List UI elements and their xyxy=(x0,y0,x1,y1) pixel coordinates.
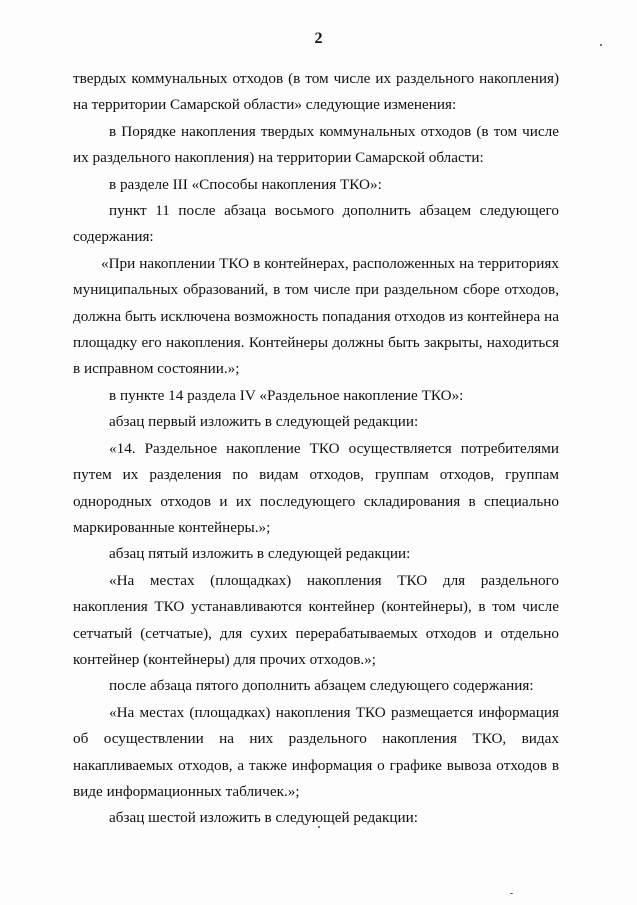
paragraph-2: в Порядке накопления твердых коммунальных отходов (в том числе их раздельного накопления) на территории Самарской области: xyxy=(73,122,559,167)
paragraph-1: твердых коммунальных отходов (в том числе их раздельного накопления) на территории Самарской области» следующие изменения: xyxy=(73,70,559,114)
page-number: 2 xyxy=(314,30,323,47)
paragraph-8: «14. Раздельное накопление ТКО осуществляется потребителями путем их разделения по видам отходов, группам отходов, группам однородных отходов и их последующего складирования в специально маркированные контейнеры.»; xyxy=(73,439,559,536)
paragraph-5: «При накоплении ТКО в контейнерах, расположенных на территориях муниципальных образований, в том числе при раздельном сборе отходов, должна быть исключена возможность попадания отходов из контейнера на площадку его накопления. Контейнеры должны быть закрыты, находиться в исправном состоянии.»; xyxy=(73,254,559,378)
paragraph-3: в разделе III «Способы накопления ТКО»: xyxy=(109,175,382,193)
paragraph-7: абзац первый изложить в следующей редакции: xyxy=(109,413,419,431)
paragraph-11: после абзаца пятого дополнить абзацем следующего содержания: xyxy=(109,677,534,695)
scan-speck xyxy=(510,893,513,894)
paragraph-13: абзац шестой изложить в следующей редакции: xyxy=(109,809,418,827)
paragraph-12: «На местах (площадках) накопления ТКО размещается информация об осуществлении на них раздельного накопления ТКО, видах накапливаемых отходов, а также информация о графике вывоза отходов в виде информационных табличек.»; xyxy=(73,703,559,800)
scan-speck xyxy=(318,826,320,828)
paragraph-10: «На местах (площадках) накопления ТКО для раздельного накопления ТКО устанавливаются контейнер (контейнеры), в том числе сетчатый (сетчатые), для сухих перерабатываемых отходов и отдельно контейнер (контейнеры) для прочих отходов.»; xyxy=(73,571,559,668)
document-body xyxy=(73,66,559,832)
paragraph-6: в пункте 14 раздела IV «Раздельное накопление ТКО»: xyxy=(109,386,464,404)
paragraph-4: пункт 11 после абзаца восьмого дополнить абзацем следующего содержания: xyxy=(73,202,559,246)
scan-speck xyxy=(600,44,602,46)
paragraph-9: абзац пятый изложить в следующей редакции: xyxy=(109,545,411,563)
